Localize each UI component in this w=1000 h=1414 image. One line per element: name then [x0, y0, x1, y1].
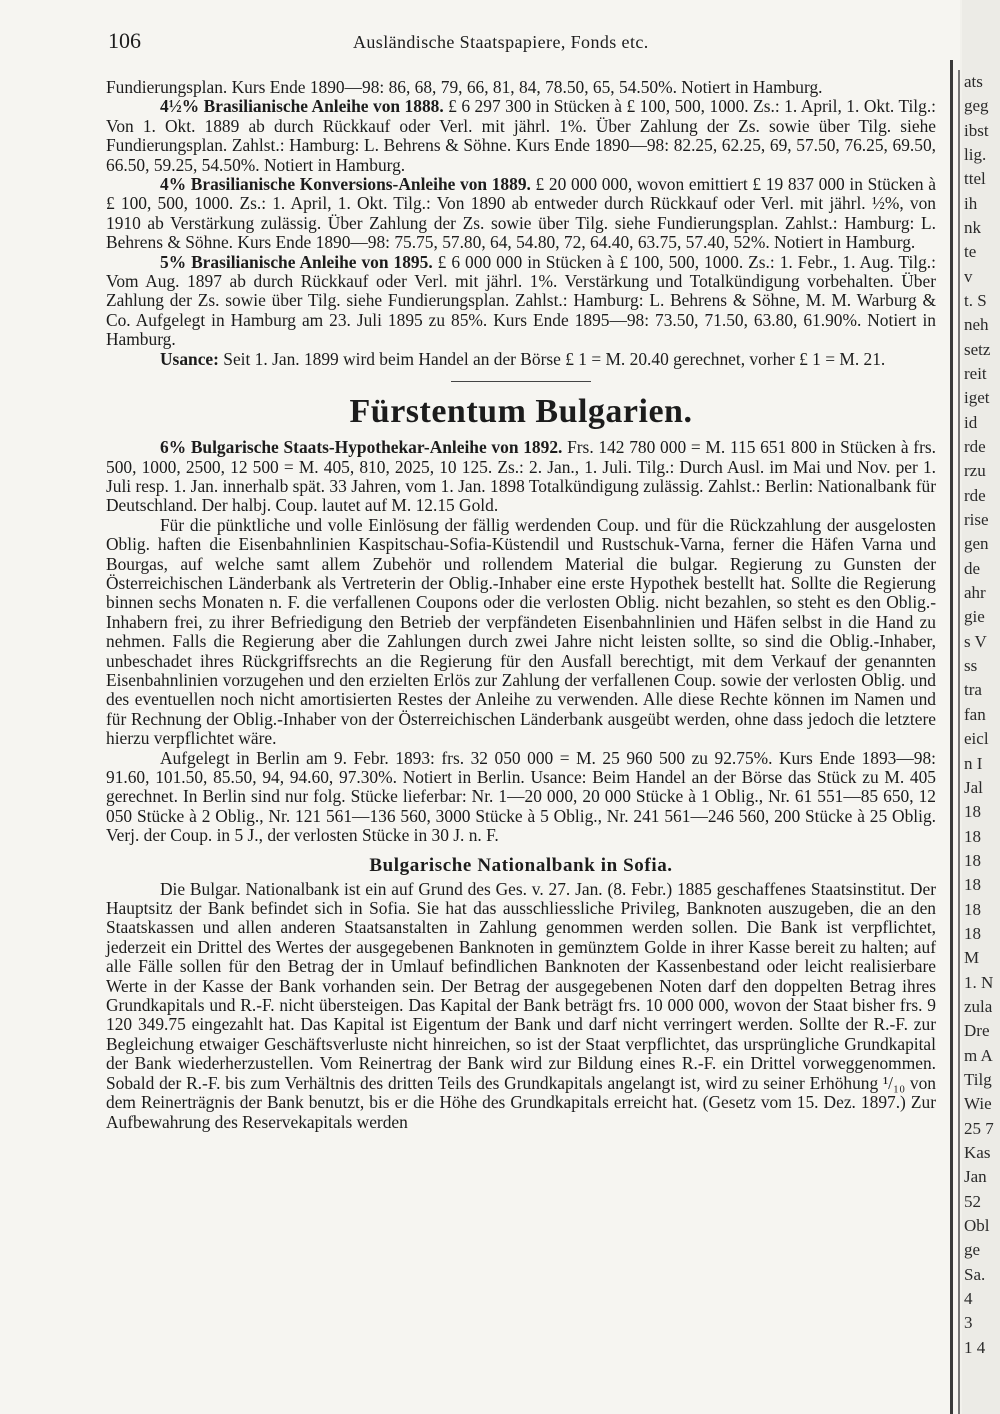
adjacent-page-fragment: Kas	[964, 1143, 991, 1162]
binding-gutter-edge	[958, 70, 960, 1414]
adjacent-page-fragment: iget	[964, 388, 990, 407]
adjacent-page-fragment: fan	[964, 705, 986, 724]
adjacent-page-fragment: ge	[964, 1240, 981, 1259]
adjacent-page-fragment: 18	[964, 827, 981, 846]
adjacent-page-fragment: 18	[964, 802, 981, 821]
adjacent-page-fragment: gie	[964, 607, 985, 626]
adjacent-page-fragment: 4	[964, 1289, 973, 1308]
adjacent-page-fragment: 1. N	[964, 973, 994, 992]
section-title: Fürstentum Bulgarien.	[349, 393, 693, 431]
paragraph-continuation: Fundierungsplan. Kurs Ende 1890—98: 86, 68, 79, 66, 81, 84, 78.50, 65, 54.50%. Notiert in Hamburg.	[106, 77, 823, 97]
adjacent-page-fragment: m A	[964, 1046, 993, 1065]
adjacent-page-fragment: 3	[964, 1313, 973, 1332]
entry-title: 4% Brasilianische Konversions-Anleihe von 1889.	[160, 174, 531, 195]
adjacent-page-fragment: 18	[964, 924, 981, 943]
entry-title: 5% Brasilianische Anleihe von 1895.	[160, 251, 433, 272]
page-body	[106, 78, 936, 1132]
adjacent-page-fragment: s V	[964, 632, 987, 651]
bond-entry-bulgaria-1892	[106, 438, 936, 516]
entry-title: 4½% Brasilianische Anleihe von 1888.	[160, 96, 444, 117]
adjacent-page-fragment: ih	[964, 194, 978, 213]
adjacent-page-fragment: Obl	[964, 1216, 990, 1235]
adjacent-page-fragment: zula	[964, 997, 993, 1016]
bond-entry-brazil-1889	[106, 175, 936, 253]
adjacent-page-fragment: Jal	[964, 778, 983, 797]
adjacent-page-fragment: de	[964, 559, 981, 578]
usance-note	[106, 350, 936, 369]
adjacent-page-fragment: eicl	[964, 729, 989, 748]
adjacent-page-fragment: id	[964, 413, 978, 432]
subsection-title: Bulgarische Nationalbank in Sofia.	[369, 854, 673, 876]
bond-entry-brazil-1895	[106, 253, 936, 350]
adjacent-page-fragment: ahr	[964, 583, 986, 602]
adjacent-page-fragment: lig.	[964, 145, 987, 164]
adjacent-page-fragment: Sa.	[964, 1265, 986, 1284]
usance-body: Seit 1. Jan. 1899 wird beim Handel an der Börse £ 1 = M. 20.40 gerechnet, vorher £ 1 = M. 21.	[218, 348, 886, 369]
entry-body: Frs. 142 780 000 = M. 115 651 800 in Stücken à frs. 500, 1000, 2500, 12 500 = M. 405, 810, 2025, 10 125. Zs.: 2. Jan., 1. Juli. Tilg.: Durch Ausl. im Mai und Nov. per 1. Juli resp. 1. Jan. innerhalb spät. 33 Jahren, vom 1. Jan. 1898 Totalkündigung zulässig. Zahlst.: Berlin: Nationalbank für Deutschland. Der halbj. Coup. lautet auf M. 12.15 Gold.	[106, 437, 936, 516]
entry-body: £ 6 297 300 in Stücken à £ 100, 500, 1000. Zs.: 1. April, 1. Okt. Tilg.: Von 1. Okt. 1889 ab durch Rückkauf oder Verl. mit jährl. 1%. Über Zahlung der Zs. sowie über Tilg. siehe Fundierungsplan. Zahlst.: Hamburg: L. Behrens & Söhne. Kurs Ende 1890—98: 82.25, 62.25, 69, 57.50, 76.25, 69.50, 66.50, 59.25, 54.50%. Notiert in Hamburg.	[106, 96, 936, 175]
adjacent-page-fragment: ibst	[964, 121, 989, 140]
adjacent-page-fragment: Dre	[964, 1021, 990, 1040]
adjacent-page-fragment: 18	[964, 851, 981, 870]
adjacent-page-fragment: gen	[964, 534, 989, 553]
adjacent-page-fragment: reit	[964, 364, 987, 383]
adjacent-page-fragment: rise	[964, 510, 989, 529]
adjacent-page-fragment: v	[964, 267, 973, 286]
entry-body: £ 6 000 000 in Stücken à £ 100, 500, 1000. Zs.: 1. Febr., 1. Aug. Tilg.: Vom Aug. 1897 ab durch Rückkauf oder Verl. mit jährl. 1%. Verstärkung und Totalkündigung vorbehalten. Über Zahlung der Zs. sowie über Tilg. siehe Fundierungsplan. Zahlst.: Hamburg: L. Behrens & Söhne, M. M. Warburg & Co. Aufgelegt in Hamburg am 23. Juli 1895 zu 85%. Kurs Ende 1895—98: 73.50, 71.50, 63.80, 61.90%. Notiert in Hamburg.	[106, 251, 936, 350]
adjacent-page-fragment: 18	[964, 875, 981, 894]
binding-gutter	[950, 60, 953, 1414]
page-header	[108, 28, 938, 58]
adjacent-page-fragment: Wie	[964, 1094, 992, 1113]
adjacent-page-fragment: neh	[964, 315, 989, 334]
bond-entry-brazil-1888	[106, 97, 936, 175]
page-number: 106	[108, 28, 141, 53]
adjacent-page-fragment: 25 7	[964, 1119, 994, 1138]
paragraph-national-bank: Die Bulgar. Nationalbank ist ein auf Grund des Ges. v. 27. Jan. (8. Febr.) 1885 geschaffenes Staatsinstitut. Der Hauptsitz der Bank befindet sich in Sofia. Sie hat das ausschliessliche Privileg, Banknoten auszugeben, die an den Staatskassen und allen anderen Staatsanstalten in Zahlung genommen werden sollen. Die Bank ist verpflichtet, jederzeit ein Drittel des Wertes der ausgegebenen Banknoten in gemünztem Golde in ihrer Kasse bereit zu halten; auf alle Fälle sollen für den Betrag der in Umlauf befindlichen Banknoten der Kassenbestand oder leicht realisierbare Werte in der Kasse der Bank vorhanden sein. Der Betrag der ausgegebenen Noten darf den doppelten Betrag ihres Grundkapitals und R.-F. nicht übersteigen. Das Kapital der Bank beträgt frs. 10 000 000, wovon der Staat bisher frs. 9 120 349.75 eingezahlt hat. Das Kapital ist Eigentum der Bank und darf nicht verringert werden. Sollte der R.-F. zur Begleichung etwaiger Geschäftsverluste nicht hinreichen, so ist der Staat verpflichtet, das ursprüngliche Grundkapital der Bank wiederherzustellen. Vom Reinertrag der Bank wird zur Bildung eines R.-F. ein Drittel vorweggenommen. Sobald der R.-F. bis zum Verhältnis des dritten Teils des Grundkapitals angelangt ist, wird zu seiner Erhöhung ¹/₁₀ von dem Reinerträgnis der Bank benutzt, bis er die Höhe des Grundkapitals erreicht hat. (Gesetz vom 15. Dez. 1897.) Zur Aufbewahrung des Reservekapitals werden	[106, 878, 936, 1132]
adjacent-page-fragment: n I	[964, 754, 983, 773]
adjacent-page-fragment: rde	[964, 437, 986, 456]
adjacent-page-fragment: setz	[964, 340, 991, 359]
adjacent-page-fragment: M	[964, 948, 980, 967]
entry-body: £ 20 000 000, wovon emittiert £ 19 837 000 in Stücken à £ 100, 500, 1000. Zs.: 1. April, 1. Okt. Tilg.: Von 1890 ab entweder durch Rückkauf oder Verl. mit jährl. ½%, von 1910 ab Verstärkung zulässig. Über Zahlung der Zs. sowie über Tilg. siehe Fundierungsplan. Zahlst.: Hamburg: L. Behrens & Söhne. Kurs Ende 1890—98: 75.75, 57.80, 64, 54.80, 72, 64.40, 63.75, 57.40, 52%. Notiert in Hamburg.	[106, 174, 936, 253]
adjacent-page-fragment: 18	[964, 900, 981, 919]
running-title: Ausländische Staatspapiere, Fonds etc.	[353, 32, 649, 52]
adjacent-page-fragment: 52	[964, 1192, 981, 1211]
adjacent-page-fragment: te	[964, 242, 977, 261]
adjacent-page-fragment: nk	[964, 218, 981, 237]
adjacent-page-fragment: rde	[964, 486, 986, 505]
entry-title: 6% Bulgarische Staats-Hypothekar-Anleihe von 1892.	[160, 437, 563, 458]
adjacent-page-fragment: t. S	[964, 291, 987, 310]
usance-label: Usance:	[160, 348, 219, 369]
adjacent-page-fragment: ttel	[964, 169, 986, 188]
section-divider	[451, 381, 591, 382]
adjacent-page-fragment: geg	[964, 96, 989, 115]
adjacent-page-fragment: tra	[964, 680, 982, 699]
adjacent-page-fragment: ss	[964, 656, 978, 675]
adjacent-page-fragment: ats	[964, 72, 983, 91]
adjacent-page-fragment: 1 4	[964, 1338, 986, 1357]
adjacent-page-fragment: Jan	[964, 1167, 987, 1186]
adjacent-page-fragment: rzu	[964, 461, 986, 480]
paragraph-security-terms: Für die pünktliche und volle Einlösung der fällig werdenden Coup. und für die Rückzahlung der ausgelosten Oblig. haften die Eisenbahnlinien Kaspitschau-Sofia-Küstendil und Rustschuk-Varna, ferner die Häfen Varna und Bourgas, auf welche samt allem Zubehör und rollendem Material die bulgar. Regierung zu Gunsten der Österreichischen Länderbank als Vertreterin der Oblig.-Inhaber eine erste Hypothek bestellt hat. Sollte die Regierung binnen sechs Monaten n. F. die verfallenen Coupons oder die verlosten Oblig. nicht bezahlen, so steht es den Oblig.-Inhabern frei, zu ihrer Befriedigung den Betrieb der verpfändeten Eisenbahnlinien und Häfen selbst in die Hand zu nehmen. Falls die Regierung aber die Zahlungen durch zwei Jahre nicht leisten sollte, so sind die Oblig.-Inhaber, unbeschadet ihres Rückgriffsrechts an die Regierung für den Ausfall berechtigt, mit dem Verkauf der genannten Eisenbahnlinien vorzugehen und den erzielten Erlös zur Zahlung der verfallenen Coup. sowie der verlosten Oblig. und des eventuellen noch nicht amortisierten Restes der Anleihe zu verwenden. Alle diese Rechte können im Namen und für Rechnung der Oblig.-Inhaber von der Österreichischen Länderbank ausgeübt werden, ohne dass jedoch die letztere hierzu verpflichtet wäre.	[106, 514, 936, 749]
paragraph-issue-details: Aufgelegt in Berlin am 9. Febr. 1893: frs. 32 050 000 = M. 25 960 500 zu 92.75%. Kurs Ende 1893—98: 91.60, 101.50, 85.50, 94, 94.60, 97.30%. Notiert in Berlin. Usance: Beim Handel an der Börse das Stück zu M. 405 gerechnet. In Berlin sind nur folg. Stücke lieferbar: Nr. 1—20 000, 20 000 Stücke à 1 Oblig., Nr. 61 551—85 650, 12 050 Stücke à 2 Oblig., Nr. 121 561—136 560, 3000 Stücke à 5 Oblig., Nr. 241 561—246 560, 200 Stücke à 25 Oblig. Verj. der Coup. in 5 J., der verlosten Stücke in 30 J. n. F.	[106, 747, 936, 846]
adjacent-page-edge	[962, 0, 1000, 1414]
adjacent-page-fragment: Tilg	[964, 1070, 992, 1089]
